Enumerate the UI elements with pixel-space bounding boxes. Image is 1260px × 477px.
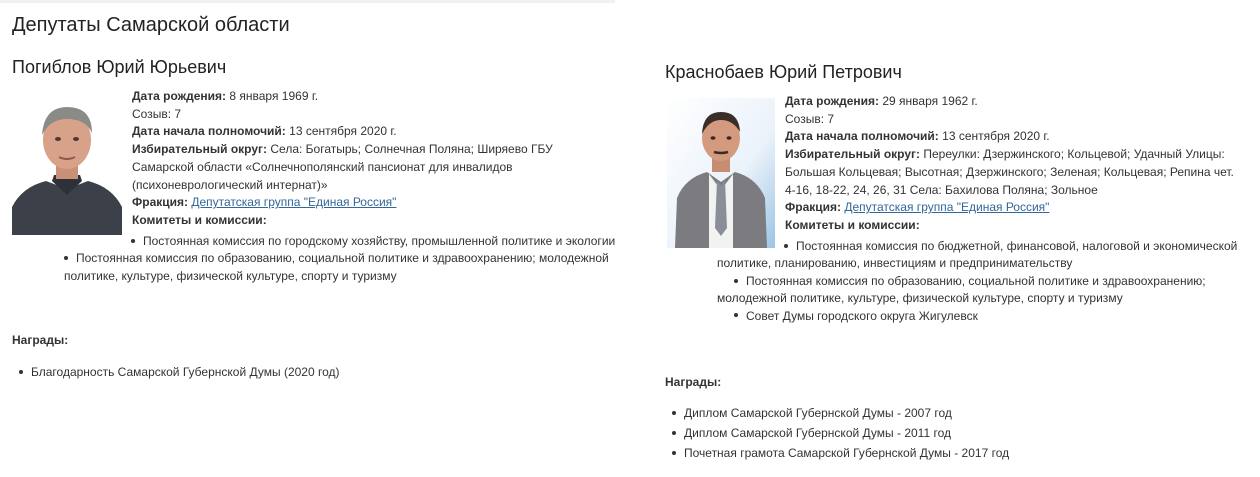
list-item: Постоянная комиссия по бюджетной, финансовой, налоговой и экономической политике, планированию, инвестициям и предпринимательству xyxy=(717,239,1238,271)
page-title: Депутаты Самарской области xyxy=(12,14,290,36)
district-value: Переулки: Дзержинского; Кольцевой; Удачный Улицы: Большая Кольцевая; Высотная; Дзержинского; Зеленая; Кольцевая; Репина чет. 4-16, 18-22, 24, 26, 31 Села: Бахилова Поляна; Зольное xyxy=(785,147,1234,197)
birth-label: Дата рождения: xyxy=(132,89,227,103)
start-label: Дата начала полномочий: xyxy=(785,129,939,144)
bullet-icon xyxy=(734,279,738,283)
awards-heading: Награды: xyxy=(665,375,722,389)
list-item: Постоянная комиссия по городскому хозяйству, промышленной политике и экологии xyxy=(64,233,624,250)
committees-label: Комитеты и комиссии: xyxy=(785,217,920,232)
deputy-photo[interactable] xyxy=(12,95,122,235)
district-value: Села: Богатырь; Солнечная Поляна; Ширяево ГБУ Самарской области «Солнечнополянский пансионат для инвалидов (психоневрологический интернат)» xyxy=(132,142,553,192)
faction-link[interactable]: Депутатская группа "Единая Россия" xyxy=(844,200,1050,215)
faction-label: Фракция: xyxy=(132,195,189,210)
deputy-card xyxy=(665,62,1255,460)
deputy-card xyxy=(12,57,622,379)
start-date: 13 сентября 2020 г. xyxy=(289,124,397,139)
awards-list xyxy=(672,403,1009,463)
deputy-name[interactable]: Краснобаев Юрий Петрович xyxy=(665,62,902,82)
bullet-icon xyxy=(64,256,68,260)
deputy-info xyxy=(785,93,1247,235)
deputy-info xyxy=(132,88,612,230)
convocation-value: 7 xyxy=(827,111,835,126)
bullet-icon xyxy=(131,239,135,243)
committees-label: Комитеты и комиссии: xyxy=(132,212,267,227)
bullet-icon xyxy=(784,244,788,248)
list-item: Совет Думы городского округа Жигулевск xyxy=(717,308,1247,325)
committees-list xyxy=(717,238,1247,325)
faction-label: Фракция: xyxy=(785,200,842,215)
list-item: Диплом Самарской Губернской Думы - 2011 год xyxy=(672,423,1009,443)
bullet-icon xyxy=(672,431,676,435)
list-item: Постоянная комиссия по образованию, социальной политике и здравоохранению; молодежной политике, культуре, физической культуре, спорту и туризму xyxy=(717,273,1206,306)
convocation-label: Созыв: xyxy=(132,106,172,121)
bullet-icon xyxy=(672,451,676,455)
birth-date: 8 января 1969 г. xyxy=(229,89,319,103)
top-divider xyxy=(0,0,615,3)
birth-date: 29 января 1962 г. xyxy=(882,94,978,108)
birth-label: Дата рождения: xyxy=(785,94,880,108)
bullet-icon xyxy=(734,313,738,317)
start-label: Дата начала полномочий: xyxy=(132,124,286,139)
deputy-name[interactable]: Погиблов Юрий Юрьевич xyxy=(12,57,227,77)
district-label: Избирательный округ: xyxy=(785,147,921,162)
list-item: Благодарность Самарской Губернской Думы (2020 год) xyxy=(19,362,340,382)
awards-heading: Награды: xyxy=(12,333,69,347)
committees-list xyxy=(64,233,624,285)
bullet-icon xyxy=(672,411,676,415)
faction-link[interactable]: Депутатская группа "Единая Россия" xyxy=(191,195,397,210)
awards-list xyxy=(19,362,340,382)
bullet-icon xyxy=(19,370,23,374)
list-item: Постоянная комиссия по образованию, социальной политике и здравоохранению; молодежной политике, культуре, физической культуре, спорту и туризму xyxy=(64,251,609,283)
start-date: 13 сентября 2020 г. xyxy=(942,129,1050,144)
deputy-photo[interactable] xyxy=(667,98,775,248)
convocation-value: 7 xyxy=(174,106,182,121)
list-item: Почетная грамота Самарской Губернской Думы - 2017 год xyxy=(672,443,1009,463)
district-label: Избирательный округ: xyxy=(132,142,268,157)
list-item: Диплом Самарской Губернской Думы - 2007 год xyxy=(672,403,1009,423)
convocation-label: Созыв: xyxy=(785,111,825,126)
